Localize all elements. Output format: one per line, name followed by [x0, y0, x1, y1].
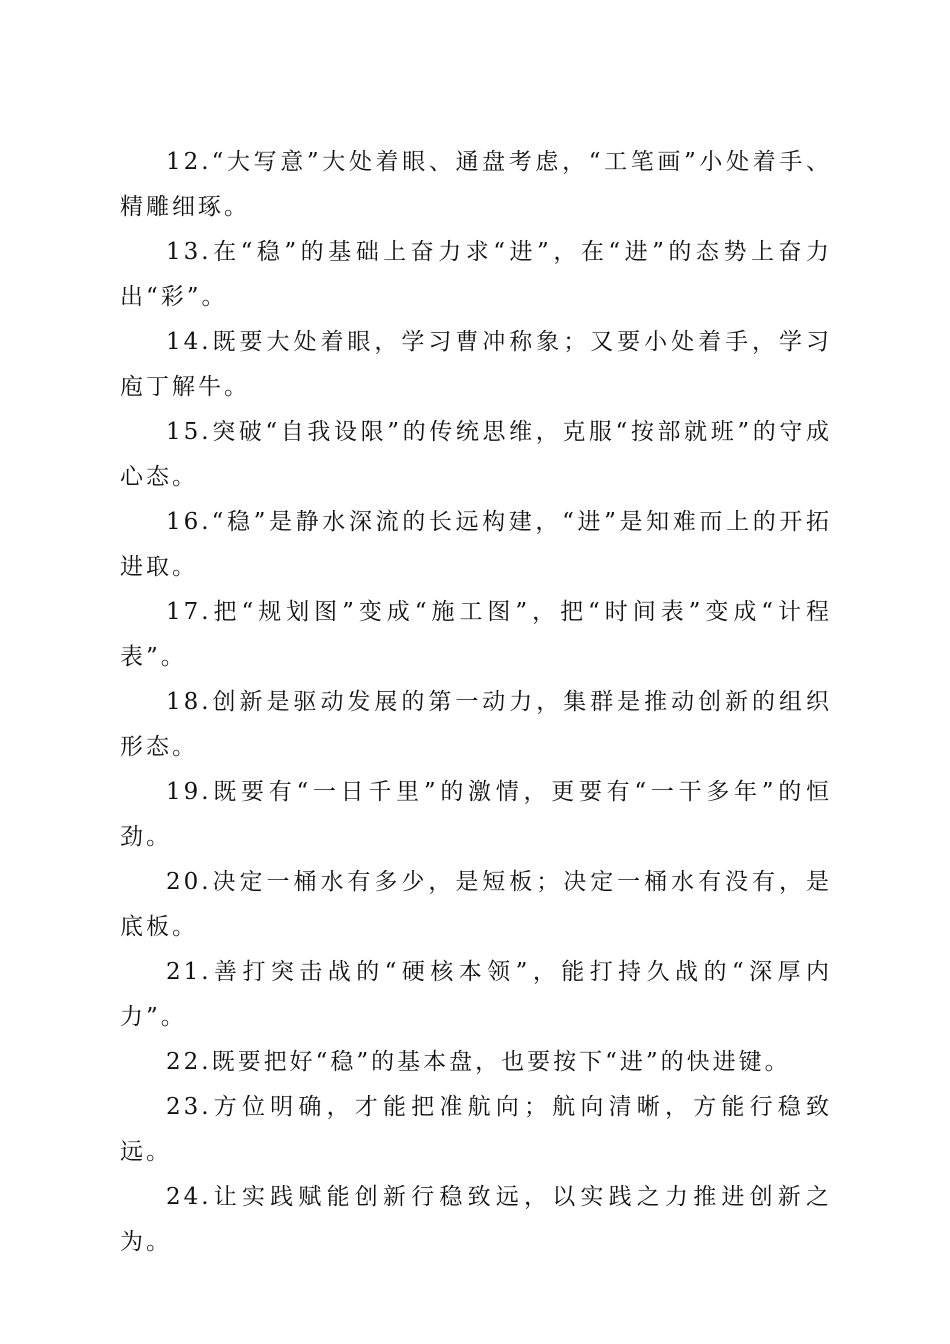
- list-item: 18.创新是驱动发展的第一动力，集群是推动创新的组织形态。: [120, 689, 832, 760]
- list-item: 20.决定一桶水有多少，是短板；决定一桶水有没有，是底板。: [120, 869, 832, 940]
- list-item: 22.既要把好“稳”的基本盘，也要按下“进”的快进键。: [166, 1049, 791, 1075]
- list-item: 17.把“规划图”变成“施工图”，把“时间表”变成“计程表”。: [120, 599, 832, 670]
- list-item: 13.在“稳”的基础上奋力求“进”，在“进”的态势上奋力出“彩”。: [120, 239, 832, 310]
- document-body: [120, 140, 832, 1265]
- list-item: 23.方位明确，才能把准航向；航向清晰，方能行稳致远。: [120, 1094, 832, 1165]
- list-item: 12.“大写意”大处着眼、通盘考虑，“工笔画”小处着手、精雕细琢。: [120, 149, 832, 220]
- list-item: 24.让实践赋能创新行稳致远，以实践之力推进创新之为。: [120, 1184, 832, 1255]
- list-item: 16.“稳”是静水深流的长远构建，“进”是知难而上的开拓进取。: [120, 509, 832, 580]
- list-item: 19.既要有“一日千里”的激情，更要有“一干多年”的恒劲。: [120, 779, 832, 850]
- list-item: 14.既要大处着眼，学习曹冲称象；又要小处着手，学习庖丁解牛。: [120, 329, 832, 400]
- list-item: 15.突破“自我设限”的传统思维，克服“按部就班”的守成心态。: [120, 419, 832, 490]
- list-item: 21.善打突击战的“硬核本领”，能打持久战的“深厚内力”。: [120, 959, 832, 1030]
